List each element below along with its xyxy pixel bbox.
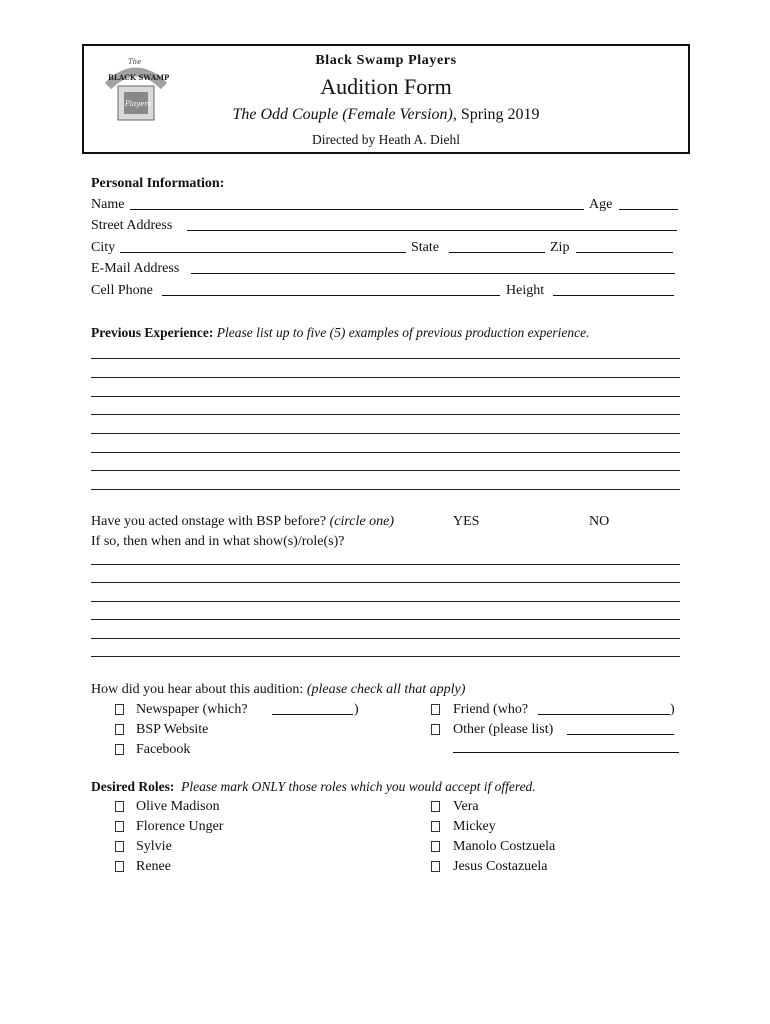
form-title: Audition Form	[320, 74, 452, 99]
roles-heading: Desired Roles:	[91, 779, 175, 794]
org-name: Black Swamp Players	[315, 53, 457, 68]
role-checkbox-vera[interactable]	[431, 801, 440, 812]
role-checkbox-manolo-costzuela[interactable]	[431, 841, 440, 852]
newspaper-close-paren: )	[354, 702, 359, 717]
height-label: Height	[506, 283, 545, 298]
email-label: E-Mail Address	[91, 261, 180, 276]
yes-option[interactable]: YES	[453, 514, 480, 529]
bsp-line[interactable]	[91, 638, 680, 639]
experience-line[interactable]	[91, 489, 680, 490]
bsp-line[interactable]	[91, 582, 680, 583]
newspaper-field[interactable]	[272, 714, 353, 715]
logo-text-players: Players	[125, 100, 152, 108]
phone-label: Cell Phone	[91, 283, 153, 298]
bsp-line[interactable]	[91, 656, 680, 657]
bsp-line[interactable]	[91, 564, 680, 565]
bsp-line[interactable]	[91, 601, 680, 602]
role-label: Sylvie	[136, 839, 172, 854]
personal-info-heading: Personal Information:	[91, 176, 225, 191]
experience-line[interactable]	[91, 377, 680, 378]
bsp-question: Have you acted onstage with BSP before?	[91, 514, 327, 529]
experience-heading: Previous Experience:	[91, 325, 214, 340]
state-field[interactable]	[449, 252, 545, 253]
role-checkbox-sylvie[interactable]	[115, 841, 124, 852]
phone-field[interactable]	[162, 295, 500, 296]
other-label: Other (please list)	[453, 722, 554, 737]
newspaper-label: Newspaper (which?	[136, 702, 248, 717]
role-label: Vera	[453, 799, 479, 814]
email-field[interactable]	[191, 273, 675, 274]
age-field[interactable]	[619, 209, 678, 210]
age-label: Age	[589, 197, 613, 212]
no-option[interactable]: NO	[589, 514, 610, 529]
height-field[interactable]	[553, 295, 674, 296]
name-field[interactable]	[130, 209, 584, 210]
street-field[interactable]	[187, 230, 677, 231]
role-label: Florence Unger	[136, 819, 224, 834]
role-checkbox-florence-unger[interactable]	[115, 821, 124, 832]
friend-label: Friend (who?	[453, 702, 529, 717]
street-label: Street Address	[91, 218, 173, 233]
role-label: Renee	[136, 859, 171, 874]
friend-checkbox[interactable]	[431, 704, 440, 715]
role-checkbox-jesus-costazuela[interactable]	[431, 861, 440, 872]
hear-note: (please check all that apply)	[306, 682, 466, 697]
show-season: , Spring 2019	[452, 106, 540, 123]
hear-question-line	[91, 682, 465, 698]
other-checkbox[interactable]	[431, 724, 440, 735]
role-checkbox-mickey[interactable]	[431, 821, 440, 832]
friend-field[interactable]	[538, 714, 670, 715]
director-line: Directed by Heath A. Diehl	[311, 132, 461, 147]
bsp-question-line	[91, 514, 394, 530]
friend-close-paren: )	[670, 702, 675, 717]
role-label: Mickey	[453, 819, 496, 834]
website-checkbox[interactable]	[115, 724, 124, 735]
logo-text-the: The	[128, 58, 142, 66]
city-field[interactable]	[120, 252, 406, 253]
experience-line[interactable]	[91, 470, 680, 471]
state-label: State	[411, 240, 439, 255]
roles-heading-line	[91, 779, 536, 795]
logo-text-black-swamp: BLACK SWAMP	[108, 73, 170, 82]
zip-field[interactable]	[576, 252, 673, 253]
role-label: Jesus Costazuela	[453, 859, 548, 874]
newspaper-checkbox[interactable]	[115, 704, 124, 715]
role-checkbox-olive-madison[interactable]	[115, 801, 124, 812]
experience-line[interactable]	[91, 452, 680, 453]
form-header	[82, 44, 690, 154]
circle-one-note: (circle one)	[329, 514, 394, 529]
role-checkbox-renee[interactable]	[115, 861, 124, 872]
facebook-label: Facebook	[136, 742, 191, 757]
name-label: Name	[91, 197, 125, 212]
experience-line[interactable]	[91, 358, 680, 359]
roles-instruction: Please mark ONLY those roles which you would accept if offered.	[181, 779, 536, 794]
facebook-checkbox[interactable]	[115, 744, 124, 755]
city-label: City	[91, 240, 116, 255]
experience-line[interactable]	[91, 396, 680, 397]
hear-question: How did you hear about this audition:	[91, 682, 304, 697]
other-field[interactable]	[567, 734, 674, 735]
role-label: Manolo Costzuela	[453, 839, 556, 854]
website-label: BSP Website	[136, 722, 209, 737]
experience-line[interactable]	[91, 414, 680, 415]
role-label: Olive Madison	[136, 799, 220, 814]
other-field-continued[interactable]	[453, 752, 679, 753]
show-subtitle	[84, 106, 688, 124]
zip-label: Zip	[550, 240, 570, 255]
bsp-followup: If so, then when and in what show(s)/role(s)?	[91, 534, 345, 549]
experience-heading-line	[91, 325, 590, 341]
show-title: The Odd Couple (Female Version)	[232, 106, 453, 123]
experience-instruction: Please list up to five (5) examples of previous production experience.	[216, 325, 590, 340]
experience-line[interactable]	[91, 433, 680, 434]
bsp-line[interactable]	[91, 619, 680, 620]
